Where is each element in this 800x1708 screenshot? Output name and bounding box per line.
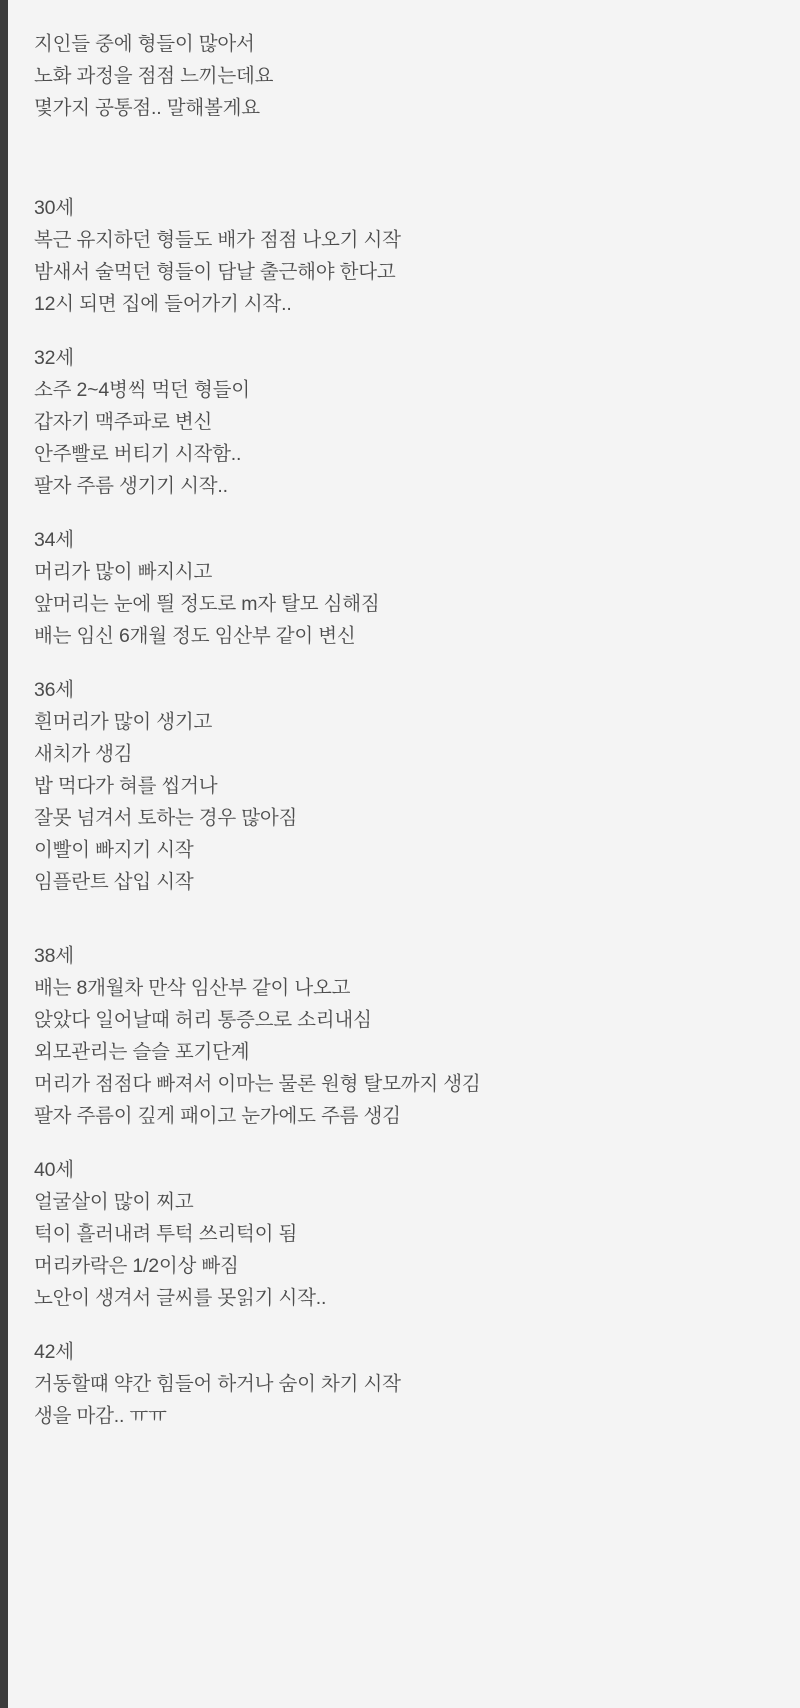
section-line: 새치가 생김 xyxy=(34,743,133,765)
section-line: 밥 먹다가 혀를 씹거나 xyxy=(34,775,218,797)
section-line: 얼굴살이 많이 찌고 xyxy=(34,1191,194,1213)
section-line: 임플란트 삽입 시작 xyxy=(34,871,194,893)
section-line: 노안이 생겨서 글씨를 못읽기 시작.. xyxy=(34,1287,327,1309)
section-age-38 xyxy=(34,940,760,1132)
section-heading: 40세 xyxy=(34,1159,74,1181)
section-age-30 xyxy=(34,192,760,320)
section-line: 팔자 주름이 깊게 패이고 눈가에도 주름 생김 xyxy=(34,1105,401,1127)
intro-line: 몇가지 공통점.. 말해볼게요 xyxy=(34,97,260,119)
section-age-40 xyxy=(34,1154,760,1314)
section-heading: 36세 xyxy=(34,679,74,701)
intro-spacer xyxy=(34,150,760,192)
section-line: 외모관리는 슬슬 포기단계 xyxy=(34,1041,250,1063)
section-line: 팔자 주름 생기기 시작.. xyxy=(34,475,228,497)
section-line: 이빨이 빠지기 시작 xyxy=(34,839,194,861)
section-heading: 30세 xyxy=(34,197,74,219)
intro-line: 노화 과정을 점점 느끼는데요 xyxy=(34,65,274,87)
section-line: 배는 임신 6개월 정도 임산부 같이 변신 xyxy=(34,625,356,647)
section-age-34 xyxy=(34,524,760,652)
section-line: 앉았다 일어날때 허리 통증으로 소리내심 xyxy=(34,1009,372,1031)
section-line: 안주빨로 버티기 시작함.. xyxy=(34,443,242,465)
section-line: 밤새서 술먹던 형들이 담날 출근해야 한다고 xyxy=(34,261,396,283)
section-line: 생을 마감.. ㅠㅠ xyxy=(34,1405,167,1427)
section-line: 턱이 흘러내려 투턱 쓰리턱이 됨 xyxy=(34,1223,298,1245)
section-heading: 38세 xyxy=(34,945,74,967)
section-age-36 xyxy=(34,674,760,898)
section-line: 소주 2~4병씩 먹던 형들이 xyxy=(34,379,250,401)
section-heading: 32세 xyxy=(34,347,74,369)
intro-line: 지인들 중에 형들이 많아서 xyxy=(34,33,255,55)
section-age-42 xyxy=(34,1336,760,1432)
section-line: 머리가 점점다 빠져서 이마는 물론 원형 탈모까지 생김 xyxy=(34,1073,481,1095)
mid-spacer xyxy=(34,920,760,940)
section-line: 거동할떄 약간 힘들어 하거나 숨이 차기 시작 xyxy=(34,1373,401,1395)
section-line: 앞머리는 눈에 띌 정도로 m자 탈모 심해짐 xyxy=(34,593,380,615)
section-line: 잘못 넘겨서 토하는 경우 많아짐 xyxy=(34,807,298,829)
section-line: 복근 유지하던 형들도 배가 점점 나오기 시작 xyxy=(34,229,401,251)
section-age-32 xyxy=(34,342,760,502)
section-line: 머리가 많이 빠지시고 xyxy=(34,561,213,583)
section-line: 12시 되면 집에 들어가기 시작.. xyxy=(34,293,292,315)
section-line: 갑자기 맥주파로 변신 xyxy=(34,411,213,433)
section-line: 흰머리가 많이 생기고 xyxy=(34,711,213,733)
left-gutter-bar xyxy=(0,0,8,1708)
intro-block xyxy=(34,28,760,124)
section-heading: 42세 xyxy=(34,1341,74,1363)
section-line: 머리카락은 1/2이상 빠짐 xyxy=(34,1255,239,1277)
section-line: 배는 8개월차 만삭 임산부 같이 나오고 xyxy=(34,977,351,999)
section-heading: 34세 xyxy=(34,529,74,551)
